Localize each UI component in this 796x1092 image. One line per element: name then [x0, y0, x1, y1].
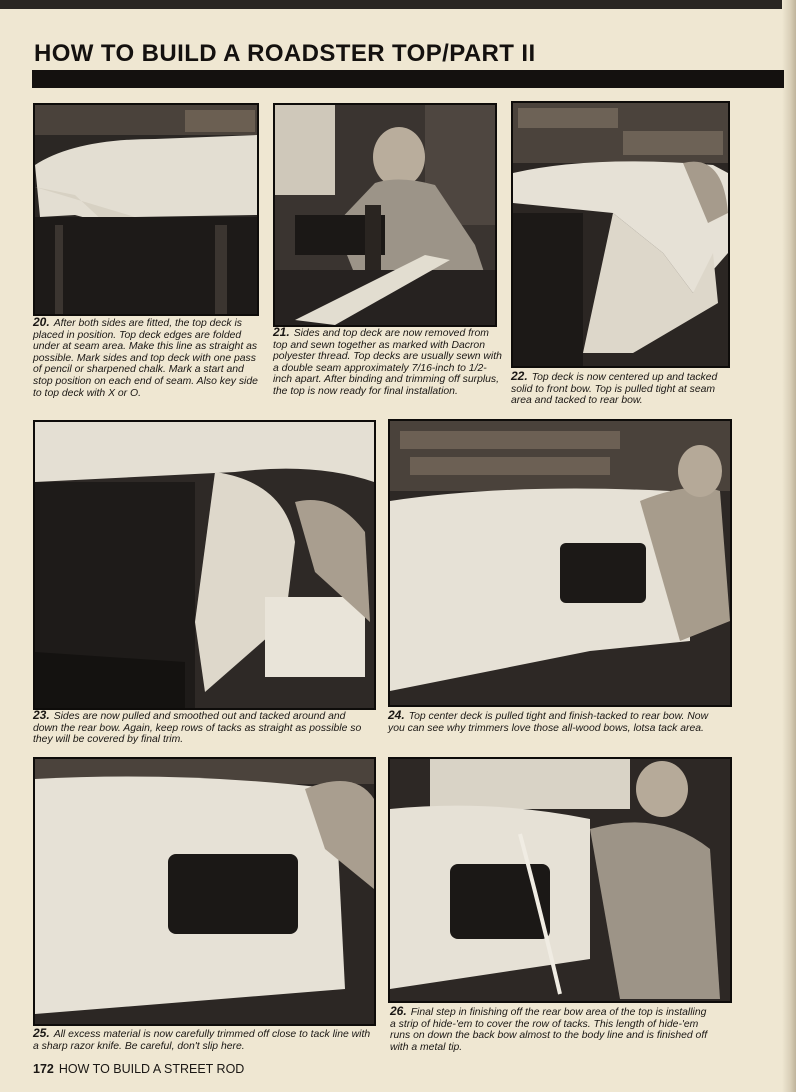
caption-step-25	[33, 1028, 373, 1052]
title-rule	[32, 70, 784, 88]
caption-step-23	[33, 710, 373, 746]
step-number: 26.	[390, 1004, 407, 1018]
page-top-edge	[0, 0, 796, 9]
caption-text: Sides and top deck are now removed from top and sewn together as marked with Dacron polyester thread. Top decks are usually sewn with a double seam approximately 7/16-inch to 1/2-inch apart. After binding and trimming off surplus, the top is now ready for final installation.	[273, 328, 502, 397]
caption-text: After both sides are fitted, the top deck is placed in position. Top deck edges are folded under at seam area. Make this line as straight as possible. Mark sides and top deck with one pass of pencil or sharpened chalk. Mark a start and stop position on each end of seam. Also key side to top deck with X or O.	[33, 318, 258, 399]
caption-step-26	[390, 1006, 712, 1053]
caption-text: Final step in finishing off the rear bow area of the top is installing a strip of hide-'em to cover the row of tacks. This length of hide-'em runs on down the back bow almost to the body line and is finished off with a metal tip.	[390, 1007, 708, 1053]
step-number: 20.	[33, 315, 50, 329]
caption-text: Top center deck is pulled tight and finish-tacked to rear bow. Now you can see why trimmers love those all-wood bows, lotsa tack area.	[388, 711, 709, 734]
photo-step-24	[388, 419, 732, 707]
photo-step-20	[33, 103, 259, 316]
page-footer	[33, 1062, 244, 1076]
caption-step-22	[511, 371, 733, 407]
photo-step-22	[511, 101, 730, 368]
step-number: 21.	[273, 325, 290, 339]
step-number: 23.	[33, 708, 50, 722]
page-number: 172	[33, 1062, 54, 1076]
step-number: 25.	[33, 1026, 50, 1040]
caption-text: All excess material is now carefully trimmed off close to tack line with a sharp razor knife. Be careful, don't slip here.	[33, 1029, 371, 1052]
step-number: 22.	[511, 369, 528, 383]
caption-step-20	[33, 317, 261, 399]
photo-step-25	[33, 757, 376, 1026]
photo-step-23	[33, 420, 376, 710]
photo-step-26	[388, 757, 732, 1003]
page-binding-edge	[782, 0, 796, 1092]
caption-step-21	[273, 327, 505, 398]
photo-step-21	[273, 103, 497, 327]
step-number: 24.	[388, 708, 405, 722]
caption-step-24	[388, 710, 718, 734]
caption-text: Top deck is now centered up and tacked solid to front bow. Top is pulled tight at seam area and tacked to rear bow.	[511, 372, 718, 407]
footer-text: HOW TO BUILD A STREET ROD	[58, 1062, 245, 1076]
page-title: HOW TO BUILD A ROADSTER TOP/PART II	[34, 40, 536, 67]
caption-text: Sides are now pulled and smoothed out and tacked around and down the rear bow. Again, keep rows of tacks as straight as possible so they will be covered by final trim.	[33, 711, 362, 746]
